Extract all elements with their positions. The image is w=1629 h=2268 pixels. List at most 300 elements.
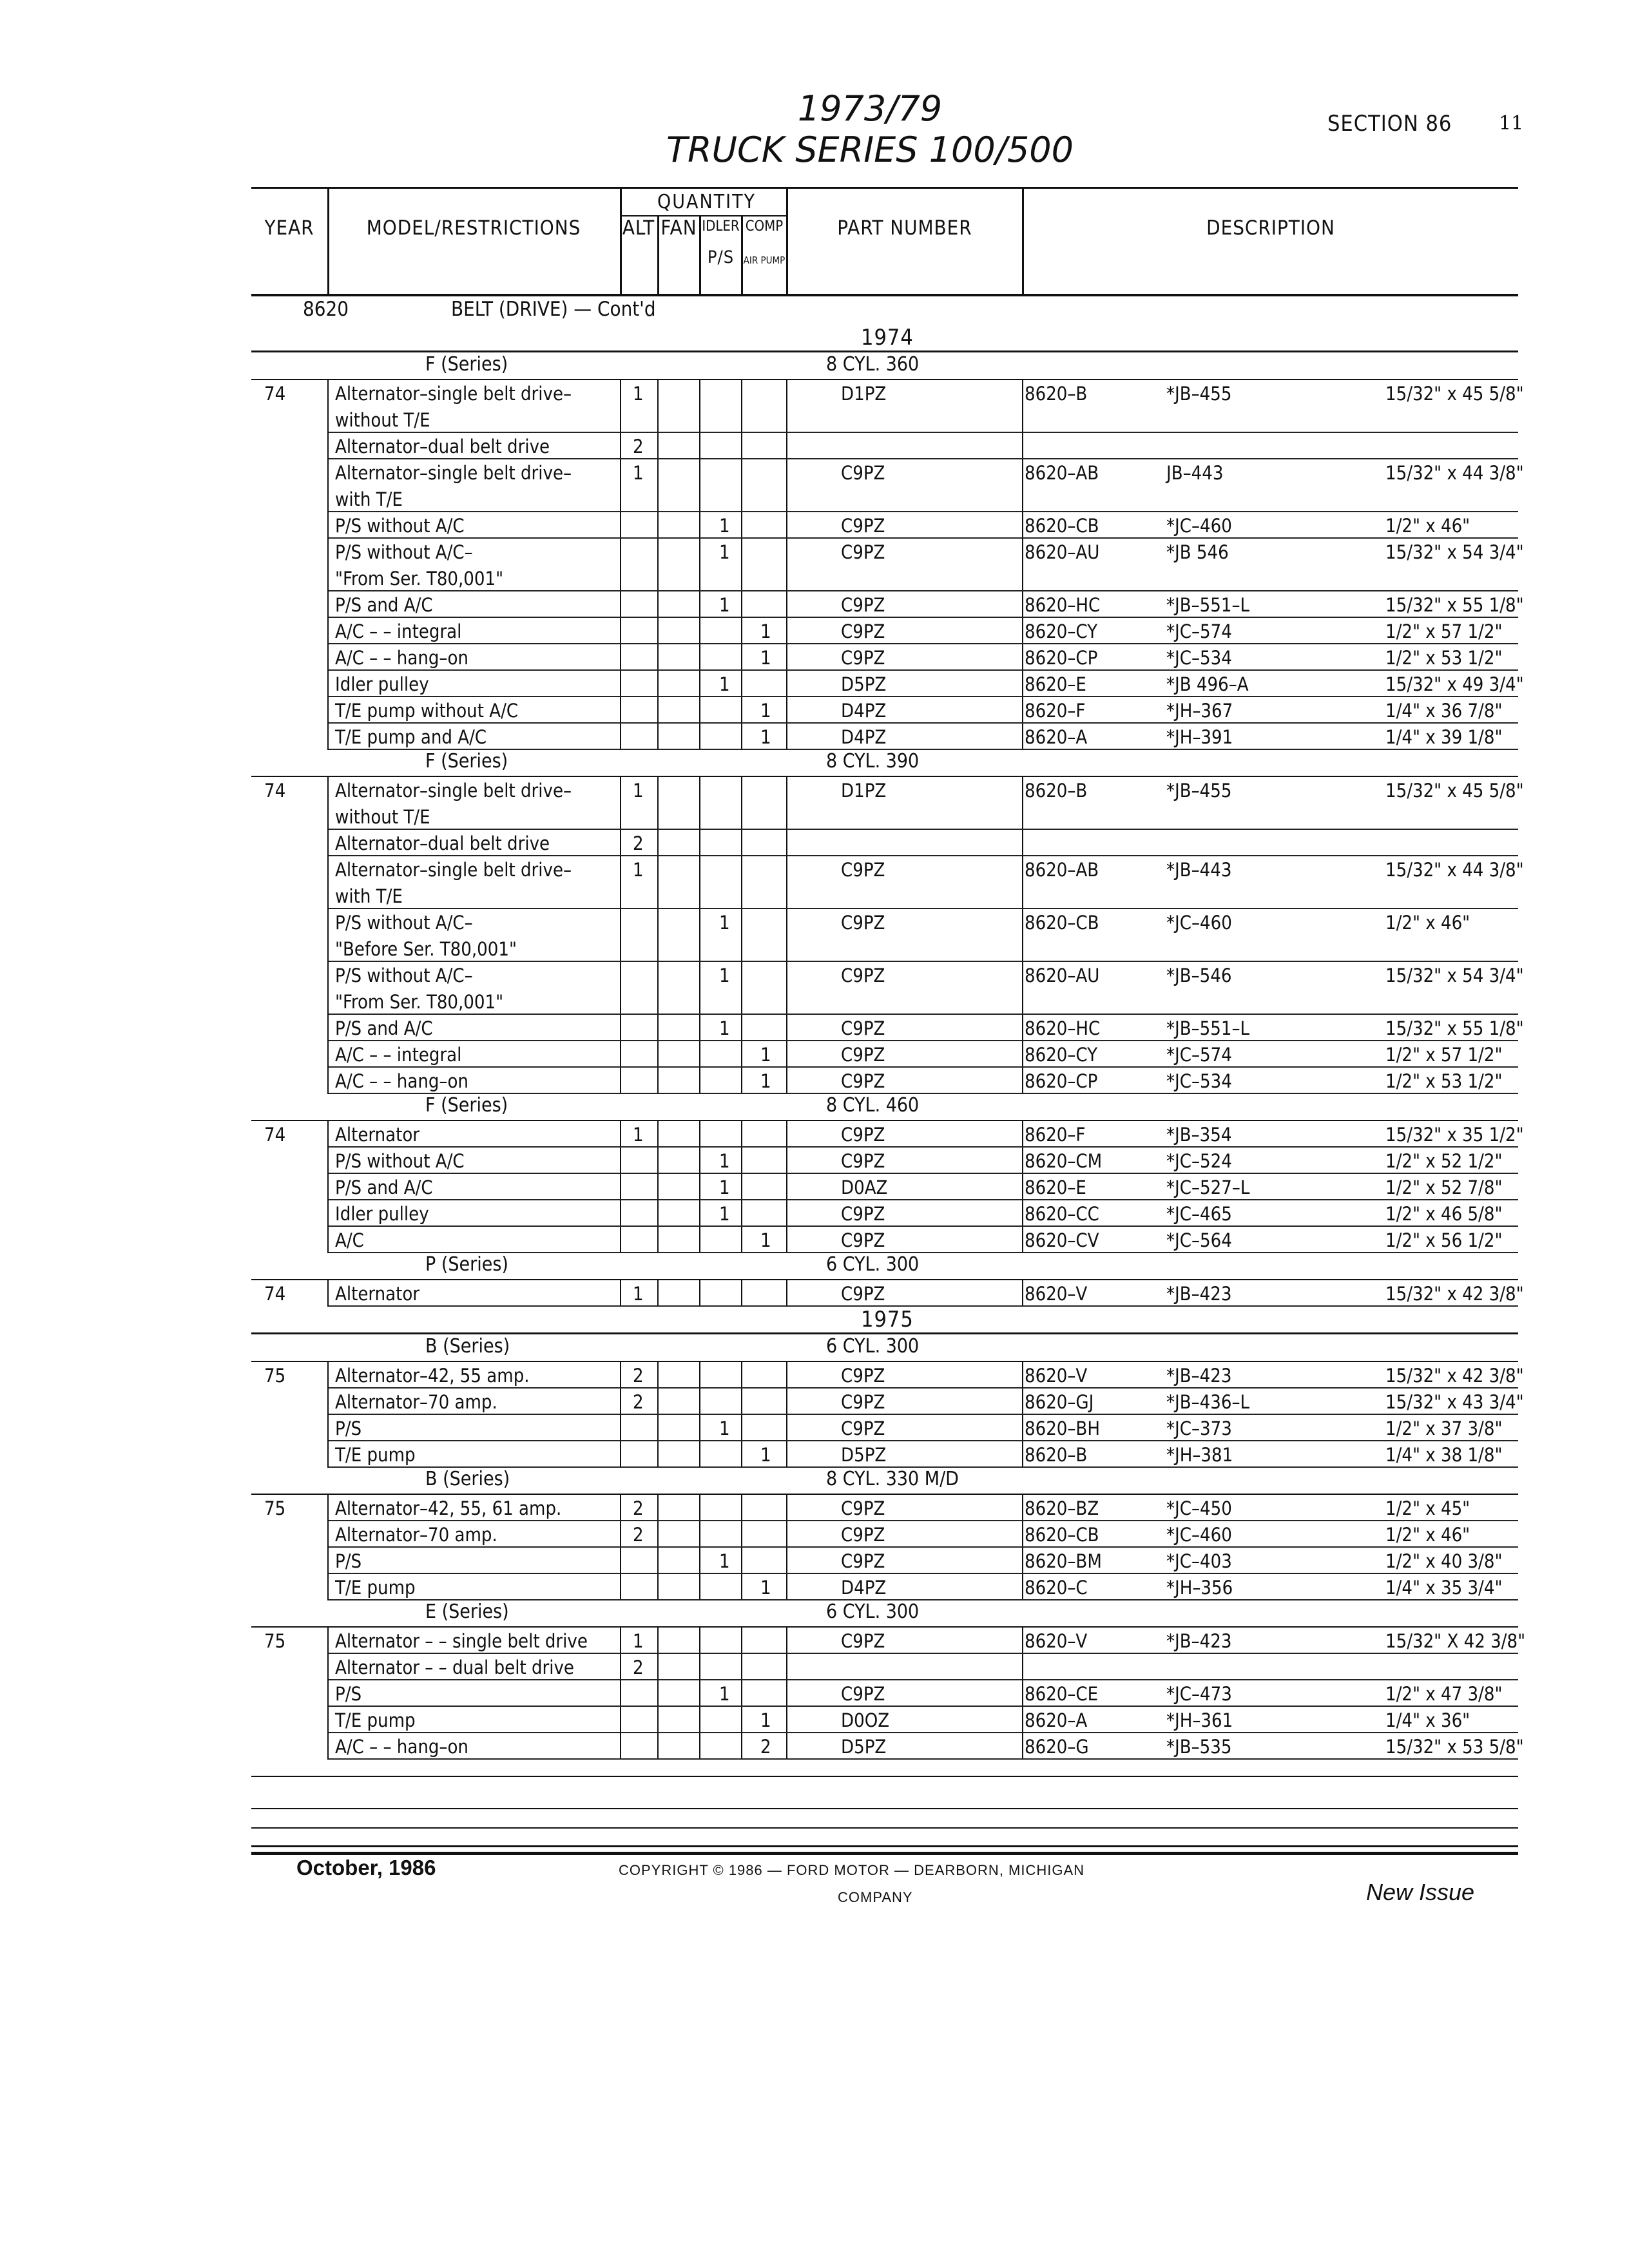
row-belt-size: 15/32" X 42 3/8" [1385, 1630, 1526, 1652]
cell-divider [1022, 936, 1023, 962]
bottom-rule [251, 1776, 1518, 1777]
cell-divider [620, 539, 621, 565]
row-qty-comp: 1 [760, 700, 771, 722]
cell-divider [1022, 856, 1023, 883]
row-belt-size: 1/4" x 38 1/8" [1385, 1444, 1503, 1466]
row-part-prefix: C9PZ [841, 647, 885, 669]
cell-divider [327, 1041, 329, 1068]
cell-divider [741, 459, 742, 486]
cell-divider [741, 407, 742, 433]
cell-divider [620, 1362, 621, 1389]
cell-divider [1022, 1680, 1023, 1707]
cell-divider [327, 1680, 329, 1707]
row-belt-size: 1/2" x 56 1/2" [1385, 1229, 1503, 1251]
cell-divider [657, 1068, 659, 1094]
row-qty-idler: 1 [719, 912, 730, 934]
cell-divider [1022, 1362, 1023, 1389]
cell-divider [699, 1707, 700, 1733]
row-desc-code: *JC–574 [1166, 1044, 1232, 1066]
table-row [251, 1362, 1524, 1389]
cell-divider [699, 1389, 700, 1415]
cell-divider [699, 1148, 700, 1174]
row-model: "From Ser. T80,001" [335, 991, 504, 1013]
cell-divider [699, 565, 700, 591]
engine-heading: 6 CYL. 300 [826, 1600, 920, 1623]
cell-divider [741, 433, 742, 459]
cell-divider [327, 380, 329, 407]
cell-divider [699, 433, 700, 459]
engine-heading: 6 CYL. 300 [826, 1253, 920, 1276]
cell-divider [620, 1015, 621, 1041]
row-model: Alternator–single belt drive– [335, 383, 572, 405]
table-row [251, 830, 1518, 856]
footer-rule [251, 1852, 1518, 1855]
row-part-code: 8620–CP [1025, 647, 1098, 669]
row-desc-code: *JC–450 [1166, 1497, 1232, 1519]
row-model: P/S and A/C [335, 1177, 433, 1198]
cell-divider [741, 591, 742, 618]
series-heading: F (Series) [425, 1094, 508, 1117]
row-part-code: 8620–CP [1025, 1070, 1098, 1092]
row-belt-size: 1/2" x 40 3/8" [1385, 1550, 1503, 1572]
cell-divider [699, 1068, 700, 1094]
row-part-prefix: C9PZ [841, 1203, 885, 1225]
row-part-prefix: C9PZ [841, 859, 885, 881]
cell-divider [657, 433, 659, 459]
cell-divider [741, 618, 742, 644]
row-model: Alternator–dual belt drive [335, 436, 550, 457]
row-part-code: 8620–V [1025, 1630, 1088, 1652]
row-belt-size: 15/32" x 53 5/8" [1385, 1736, 1524, 1758]
row-belt-size: 15/32" x 35 1/2" [1385, 1124, 1524, 1146]
row-part-prefix: C9PZ [841, 1070, 885, 1092]
cell-divider [620, 1280, 621, 1307]
page-years: 1973/79 [797, 88, 943, 129]
row-model: Alternator–70 amp. [335, 1391, 497, 1413]
cell-divider [1022, 1121, 1023, 1148]
cell-divider [786, 539, 787, 565]
col-divider [786, 187, 788, 296]
engine-heading: 8 CYL. 460 [826, 1094, 920, 1117]
cell-divider [657, 1148, 659, 1174]
cell-divider [327, 1415, 329, 1441]
table-row [251, 909, 1518, 936]
cell-divider [786, 1389, 787, 1415]
cell-divider [620, 724, 621, 750]
cell-divider [699, 459, 700, 486]
cell-divider [1022, 1521, 1023, 1548]
cell-divider [786, 988, 787, 1015]
col-divider [620, 187, 622, 296]
year-heading: 1974 [861, 325, 914, 351]
table-row [251, 883, 1518, 909]
cell-divider [699, 380, 700, 407]
cell-divider [620, 1389, 621, 1415]
row-part-prefix: D0OZ [841, 1709, 890, 1731]
table-row [251, 1733, 1524, 1760]
row-part-code: 8620–CY [1025, 620, 1098, 642]
row-model: Alternator–single belt drive– [335, 462, 572, 484]
cell-divider [1022, 407, 1023, 433]
col-quantity: QUANTITY [657, 191, 757, 213]
row-desc-code: *JB–423 [1166, 1630, 1232, 1652]
row-model: T/E pump [335, 1577, 416, 1599]
cell-divider [657, 962, 659, 988]
footer-issue: New Issue [1366, 1879, 1475, 1905]
row-belt-size: 1/2" x 47 3/8" [1385, 1683, 1503, 1705]
cell-divider [657, 1389, 659, 1415]
table-row [251, 1415, 1518, 1441]
cell-divider [699, 1680, 700, 1707]
cell-divider [741, 724, 742, 750]
cell-divider [786, 618, 787, 644]
cell-divider [741, 1227, 742, 1253]
row-belt-size: 15/32" x 49 3/4" [1385, 673, 1524, 695]
cell-divider [786, 1200, 787, 1227]
cell-divider [741, 1495, 742, 1521]
row-model: T/E pump and A/C [335, 726, 487, 748]
row-qty-alt: 2 [633, 1524, 644, 1546]
row-desc-code: *JB–455 [1166, 780, 1232, 802]
table-row [251, 539, 1524, 565]
col-air-pump: AIR PUMP [743, 255, 786, 266]
cell-divider [699, 1521, 700, 1548]
table-row [251, 724, 1518, 750]
cell-divider [699, 1200, 700, 1227]
cell-divider [699, 697, 700, 724]
cell-divider [1022, 830, 1023, 856]
cell-divider [657, 1521, 659, 1548]
row-belt-size: 1/2" x 53 1/2" [1385, 647, 1503, 669]
row-part-prefix: D5PZ [841, 1736, 887, 1758]
bottom-rule [251, 1845, 1518, 1847]
table-row [251, 1174, 1518, 1200]
year-rule [251, 351, 1518, 352]
row-part-prefix: D1PZ [841, 383, 887, 405]
row-part-code: 8620–V [1025, 1283, 1088, 1305]
cell-divider [620, 486, 621, 512]
cell-divider [786, 883, 787, 909]
row-part-code: 8620–CY [1025, 1044, 1098, 1066]
cell-divider [657, 936, 659, 962]
col-divider [1022, 187, 1024, 296]
cell-divider [620, 1200, 621, 1227]
cell-divider [657, 407, 659, 433]
row-desc-code: *JB–354 [1166, 1124, 1232, 1146]
cell-divider [699, 618, 700, 644]
col-model: MODEL/RESTRICTIONS [366, 216, 581, 240]
table-row [251, 1548, 1518, 1574]
row-part-prefix: C9PZ [841, 541, 885, 563]
cell-divider [699, 1733, 700, 1760]
cell-divider [741, 512, 742, 539]
row-part-code: 8620–BZ [1025, 1497, 1099, 1519]
table-row [251, 565, 1518, 591]
table-row [251, 1495, 1518, 1521]
cell-divider [657, 671, 659, 697]
cell-divider [786, 856, 787, 883]
cell-divider [327, 433, 329, 459]
cell-divider [327, 1548, 329, 1574]
row-part-code: 8620–B [1025, 780, 1088, 802]
cell-divider [1022, 591, 1023, 618]
cell-divider [620, 988, 621, 1015]
cell-divider [741, 1680, 742, 1707]
row-qty-comp: 1 [760, 647, 771, 669]
cell-divider [327, 803, 329, 830]
cell-divider [741, 830, 742, 856]
row-belt-size: 1/2" x 46" [1385, 1524, 1470, 1546]
table-row [251, 988, 1518, 1015]
cell-divider [657, 512, 659, 539]
cell-divider [699, 644, 700, 671]
cell-divider [657, 1362, 659, 1389]
cell-divider [327, 1362, 329, 1389]
cell-divider [1022, 909, 1023, 936]
cell-divider [657, 539, 659, 565]
engine-heading: 6 CYL. 300 [826, 1335, 920, 1358]
row-qty-comp: 1 [760, 1044, 771, 1066]
cell-divider [327, 671, 329, 697]
row-rule [329, 1305, 1518, 1307]
row-part-code: 8620–A [1025, 1709, 1088, 1731]
cell-divider [741, 1362, 742, 1389]
cell-divider [620, 644, 621, 671]
row-belt-size: 1/4" x 36" [1385, 1709, 1470, 1731]
cell-divider [327, 1068, 329, 1094]
row-desc-code: *JH–391 [1166, 726, 1233, 748]
cell-divider [699, 671, 700, 697]
row-model: without T/E [335, 409, 430, 431]
section-code: 8620 [303, 298, 349, 321]
row-part-prefix: C9PZ [841, 1017, 885, 1039]
table-row [251, 644, 1518, 671]
row-desc-code: *JC–373 [1166, 1418, 1232, 1439]
row-qty-idler: 1 [719, 541, 730, 563]
cell-divider [741, 883, 742, 909]
row-qty-idler: 1 [719, 1418, 730, 1439]
cell-divider [1022, 1707, 1023, 1733]
row-qty-alt: 1 [633, 462, 644, 484]
cell-divider [327, 1280, 329, 1307]
table-row [251, 1680, 1518, 1707]
row-desc-code: *JB–551–L [1166, 1017, 1250, 1039]
row-belt-size: 15/32" x 42 3/8" [1385, 1283, 1524, 1305]
cell-divider [699, 486, 700, 512]
cell-divider [1022, 1548, 1023, 1574]
cell-divider [657, 1548, 659, 1574]
row-part-prefix: D0AZ [841, 1177, 888, 1198]
row-part-code: 8620–E [1025, 673, 1086, 695]
cell-divider [741, 1707, 742, 1733]
row-part-prefix: D4PZ [841, 700, 887, 722]
cell-divider [786, 1227, 787, 1253]
cell-divider [1022, 433, 1023, 459]
cell-divider [327, 1121, 329, 1148]
cell-divider [786, 1174, 787, 1200]
row-part-code: 8620–HC [1025, 594, 1101, 616]
cell-divider [620, 1495, 621, 1521]
row-year: 74 [264, 1283, 286, 1305]
table-row [251, 962, 1524, 988]
cell-divider [620, 936, 621, 962]
row-part-prefix: C9PZ [841, 1283, 885, 1305]
row-qty-comp: 1 [760, 1070, 771, 1092]
cell-divider [620, 671, 621, 697]
cell-divider [786, 671, 787, 697]
cell-divider [699, 856, 700, 883]
cell-divider [1022, 724, 1023, 750]
cell-divider [1022, 803, 1023, 830]
cell-divider [741, 909, 742, 936]
row-qty-comp: 1 [760, 1577, 771, 1599]
cell-divider [741, 697, 742, 724]
cell-divider [327, 830, 329, 856]
row-belt-size: 1/4" x 36 7/8" [1385, 700, 1503, 722]
cell-divider [1022, 1200, 1023, 1227]
cell-divider [657, 724, 659, 750]
table-row [251, 936, 1518, 962]
row-desc-code: *JC–460 [1166, 1524, 1232, 1546]
row-belt-size: 15/32" x 44 3/8" [1385, 859, 1524, 881]
year-heading: 1975 [861, 1307, 914, 1332]
series-heading: F (Series) [425, 353, 508, 376]
cell-divider [699, 936, 700, 962]
table-row [251, 1628, 1526, 1654]
cell-divider [327, 565, 329, 591]
row-qty-alt: 1 [633, 1630, 644, 1652]
cell-divider [620, 962, 621, 988]
cell-divider [741, 1654, 742, 1680]
row-desc-code: *JB 546 [1166, 541, 1229, 563]
cell-divider [741, 539, 742, 565]
series-heading: P (Series) [425, 1253, 508, 1276]
row-desc-code: *JC–460 [1166, 912, 1232, 934]
cell-divider [657, 1015, 659, 1041]
row-desc-code: *JC–473 [1166, 1683, 1232, 1705]
cell-divider [327, 962, 329, 988]
cell-divider [741, 644, 742, 671]
row-part-prefix: C9PZ [841, 1044, 885, 1066]
row-desc-code: *JC–460 [1166, 515, 1232, 537]
row-model: A/C – – integral [335, 1044, 462, 1066]
row-part-prefix: D1PZ [841, 780, 887, 802]
cell-divider [657, 1415, 659, 1441]
row-desc-code: *JC–527–L [1166, 1177, 1250, 1198]
row-model: Alternator–single belt drive– [335, 780, 572, 802]
table-row [251, 1441, 1518, 1468]
row-model: A/C – – hang–on [335, 647, 468, 669]
row-part-code: 8620–BH [1025, 1418, 1100, 1439]
cell-divider [620, 433, 621, 459]
cell-divider [699, 539, 700, 565]
cell-divider [327, 1227, 329, 1253]
cell-divider [741, 1174, 742, 1200]
cell-divider [786, 1362, 787, 1389]
cell-divider [786, 1015, 787, 1041]
row-part-prefix: C9PZ [841, 1124, 885, 1146]
cell-divider [1022, 883, 1023, 909]
cell-divider [657, 1574, 659, 1600]
cell-divider [620, 883, 621, 909]
cell-divider [699, 1174, 700, 1200]
cell-divider [741, 988, 742, 1015]
row-belt-size: 1/2" x 53 1/2" [1385, 1070, 1503, 1092]
row-belt-size: 1/2" x 57 1/2" [1385, 1044, 1503, 1066]
cell-divider [620, 512, 621, 539]
cell-divider [1022, 988, 1023, 1015]
row-part-code: 8620–BM [1025, 1550, 1102, 1572]
row-desc-code: *JB–436–L [1166, 1391, 1250, 1413]
cell-divider [327, 1574, 329, 1600]
row-year: 74 [264, 780, 286, 802]
row-qty-alt: 1 [633, 1283, 644, 1305]
cell-divider [699, 883, 700, 909]
cell-divider [657, 1680, 659, 1707]
cell-divider [657, 1041, 659, 1068]
cell-divider [1022, 539, 1023, 565]
row-qty-idler: 1 [719, 1177, 730, 1198]
cell-divider [327, 883, 329, 909]
cell-divider [620, 1548, 621, 1574]
row-year: 75 [264, 1365, 286, 1387]
row-desc-code: *JC–465 [1166, 1203, 1232, 1225]
cell-divider [786, 1628, 787, 1654]
cell-divider [786, 433, 787, 459]
cell-divider [786, 1521, 787, 1548]
cell-divider [741, 1389, 742, 1415]
cell-divider [657, 1707, 659, 1733]
table-row [251, 1015, 1524, 1041]
row-model: Alternator–single belt drive– [335, 859, 572, 881]
cell-divider [1022, 1174, 1023, 1200]
cell-divider [741, 565, 742, 591]
row-part-prefix: C9PZ [841, 515, 885, 537]
cell-divider [1022, 1148, 1023, 1174]
row-belt-size: 1/2" x 57 1/2" [1385, 620, 1503, 642]
cell-divider [699, 1041, 700, 1068]
table-row [251, 1068, 1518, 1094]
cell-divider [1022, 459, 1023, 486]
cell-divider [327, 1521, 329, 1548]
cell-divider [620, 1733, 621, 1760]
cell-divider [786, 407, 787, 433]
page-number: 11 [1499, 112, 1524, 135]
bottom-rule [251, 1827, 1518, 1829]
cell-divider [786, 459, 787, 486]
row-desc-code: *JB 496–A [1166, 673, 1249, 695]
series-heading: B (Series) [425, 1335, 510, 1358]
row-model: A/C – – hang–on [335, 1736, 468, 1758]
cell-divider [1022, 777, 1023, 803]
row-qty-comp: 1 [760, 726, 771, 748]
cell-divider [327, 407, 329, 433]
cell-divider [327, 697, 329, 724]
cell-divider [699, 1121, 700, 1148]
cell-divider [699, 1495, 700, 1521]
row-desc-code: JB–443 [1166, 462, 1224, 484]
cell-divider [699, 591, 700, 618]
cell-divider [620, 1148, 621, 1174]
row-model: P/S without A/C– [335, 965, 473, 986]
row-year: 74 [264, 383, 286, 405]
cell-divider [786, 1041, 787, 1068]
row-part-code: 8620–CB [1025, 1524, 1099, 1546]
row-belt-size: 15/32" x 44 3/8" [1385, 462, 1524, 484]
cell-divider [786, 1121, 787, 1148]
table-row [251, 1707, 1518, 1733]
cell-divider [786, 1441, 787, 1468]
